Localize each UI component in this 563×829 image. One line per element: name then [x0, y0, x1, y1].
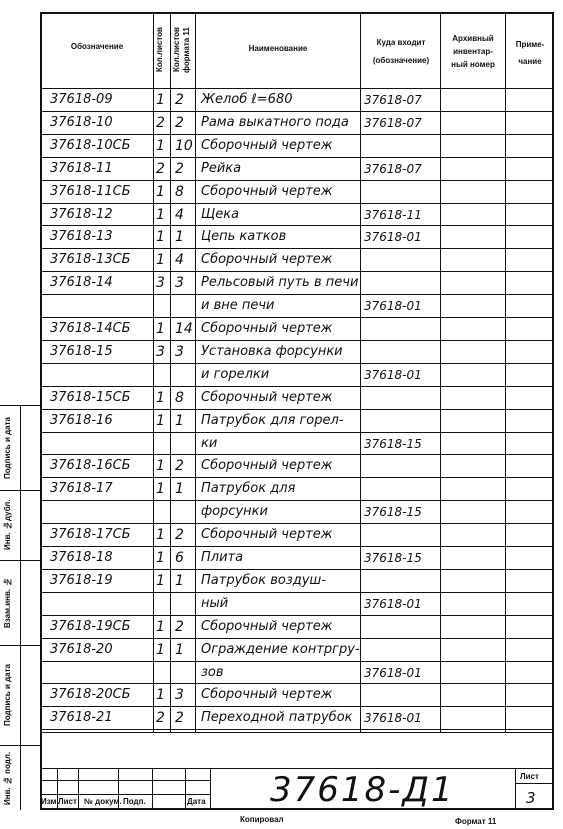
cell-format: 8: [175, 389, 184, 406]
row-divider: [40, 111, 554, 112]
footer-copied: Копировал: [240, 815, 284, 824]
row-divider: [40, 546, 554, 547]
row-divider: [40, 294, 554, 295]
cell-sheets: 1: [156, 252, 165, 269]
cell-designation: 37618-16СБ: [50, 458, 131, 474]
cell-designation: 37618-21: [50, 710, 113, 726]
header-sheets-count: Кол.листов: [155, 27, 164, 73]
cell-designation: 37618-15: [50, 343, 113, 359]
row-divider: [40, 340, 554, 341]
cell-designation: 37618-10СБ: [50, 137, 131, 153]
cell-format: 2: [175, 527, 184, 544]
cell-designation: 37618-17СБ: [50, 527, 131, 543]
cell-designation: 37618-19СБ: [50, 618, 131, 634]
header-name: Наименование: [248, 44, 308, 53]
cell-name: Сборочный чертеж: [201, 687, 333, 703]
cell-where-used: 37618-07: [364, 161, 422, 176]
cell-format: 1: [175, 641, 184, 658]
cell-designation: 37618-12: [50, 206, 113, 222]
cell-where-used: 37618-01: [364, 596, 422, 611]
cell-format: 4: [175, 206, 184, 223]
row-divider: [40, 615, 554, 616]
cell-format: 14: [175, 321, 193, 337]
cell-format: 2: [175, 114, 184, 131]
cell-name: Цепь катков: [201, 229, 287, 245]
cell-name: и вне печи: [201, 298, 275, 314]
cell-name: Желоб ℓ=680: [201, 92, 293, 107]
cell-format: 2: [175, 160, 184, 177]
cell-sheets: 1: [156, 412, 165, 429]
cell-name: Переходной патрубок: [201, 710, 353, 726]
header-archive-line1: Архивный: [452, 34, 494, 43]
tb-data: Дата: [187, 797, 206, 806]
cell-name: Рельсовый путь в печи: [201, 275, 359, 291]
cell-sheets: 2: [156, 710, 165, 727]
cell-where-used: 37618-15: [364, 436, 422, 451]
cell-sheets: 1: [156, 229, 165, 246]
cell-name: Плита: [201, 550, 244, 565]
cell-sheets: 1: [156, 641, 165, 658]
row-divider: [40, 661, 554, 662]
cell-sheets: 1: [156, 321, 165, 337]
cell-name: зов: [201, 664, 224, 680]
tb-sheet-number: 3: [526, 789, 536, 807]
cell-designation: 37618-11: [50, 160, 113, 176]
cell-designation: 37618-18: [50, 550, 113, 565]
cell-where-used: 37618-15: [364, 551, 422, 565]
tb-izm: Изм: [41, 797, 57, 806]
row-divider: [40, 157, 554, 158]
cell-where-used: 37618-01: [364, 665, 422, 680]
row-divider: [40, 134, 554, 135]
cell-sheets: 1: [156, 206, 165, 223]
row-divider: [40, 523, 554, 524]
cell-where-used: 37618-01: [364, 299, 422, 314]
header-designation: Обозначение: [70, 42, 124, 51]
cell-format: 1: [175, 412, 184, 429]
cell-name: Сборочный чертеж: [201, 618, 333, 634]
tb-sheet-label: Лист: [520, 772, 539, 781]
cell-where-used: 37618-01: [364, 230, 422, 245]
cell-sheets: 3: [156, 275, 165, 292]
cell-name: форсунки: [201, 504, 268, 520]
row-divider: [40, 203, 554, 204]
header-archive-line2: инвентар-: [453, 47, 493, 56]
row-divider: [40, 225, 554, 226]
cell-name: Сборочный чертеж: [201, 389, 333, 405]
cell-designation: 37618-20: [50, 641, 113, 657]
cell-name: Сборочный чертеж: [201, 252, 333, 268]
cell-designation: 37618-19: [50, 572, 113, 588]
header-where-used-line1: Куда входит: [376, 38, 426, 47]
tb-list: Лист: [58, 797, 77, 806]
cell-sheets: 2: [156, 114, 165, 131]
cell-name: Рейка: [201, 160, 242, 176]
cell-format: 2: [175, 92, 184, 108]
row-divider: [40, 592, 554, 593]
cell-sheets: 2: [156, 160, 165, 177]
cell-name: и горелки: [201, 366, 270, 382]
cell-format: 10: [175, 137, 193, 154]
cell-designation: 37618-20СБ: [50, 687, 131, 703]
sidebar-sign-date-1: Подпись и дата: [3, 417, 12, 479]
header-where-used: [362, 36, 440, 67]
cell-format: 2: [175, 710, 184, 727]
header-note: [506, 38, 554, 68]
cell-name: Патрубок для горел-: [201, 412, 344, 428]
cell-name: Щека: [201, 206, 240, 222]
row-divider: [40, 454, 554, 455]
cell-designation: 37618-14СБ: [50, 321, 131, 336]
cell-name: ки: [201, 435, 218, 451]
cell-designation: 37618-10: [50, 114, 113, 130]
cell-designation: 37618-16: [50, 412, 113, 428]
cell-format: 3: [175, 343, 184, 360]
tb-doc-no: № докум.: [84, 797, 122, 806]
cell-where-used: 37618-11: [364, 207, 422, 222]
cell-designation: 37618-15СБ: [50, 389, 131, 405]
cell-sheets: 1: [156, 137, 165, 154]
cell-name: Патрубок для: [201, 481, 296, 497]
row-divider: [40, 386, 554, 387]
header-archive-line3: ный номер: [451, 60, 495, 69]
row-divider: [40, 500, 554, 501]
cell-sheets: 1: [156, 527, 165, 544]
cell-sheets: 1: [156, 687, 165, 704]
cell-designation: 37618-09: [50, 92, 113, 107]
row-divider: [40, 248, 554, 249]
cell-sheets: 1: [156, 481, 165, 498]
row-divider: [40, 409, 554, 410]
cell-sheets: 1: [156, 389, 165, 406]
cell-sheets: 1: [156, 183, 165, 200]
footer-format: Формат 11: [455, 817, 497, 826]
header-sheets-format: Кол.листов формата 11: [172, 27, 191, 73]
sidebar-vzam-inv: Взам.инв. №: [3, 577, 12, 629]
sidebar-sign-date-2: Подпись и дата: [3, 664, 12, 726]
cell-name: Ограждение контргру-: [201, 641, 360, 657]
cell-sheets: 1: [156, 572, 165, 589]
cell-designation: 37618-14: [50, 275, 113, 291]
document-number: 37618-Д1: [270, 770, 455, 810]
cell-name: Сборочный чертеж: [201, 137, 333, 153]
row-divider: [40, 729, 554, 730]
cell-format: 1: [175, 481, 184, 498]
cell-sheets: 3: [156, 343, 165, 360]
cell-designation: 37618-11СБ: [50, 183, 131, 199]
row-divider: [40, 432, 554, 433]
row-divider: [40, 638, 554, 639]
cell-name: ный: [201, 595, 229, 611]
cell-where-used: 37618-01: [364, 711, 422, 726]
cell-format: 1: [175, 229, 184, 246]
cell-sheets: 1: [156, 550, 165, 566]
cell-name: Установка форсунки: [201, 343, 343, 359]
cell-format: 8: [175, 183, 184, 200]
row-divider: [40, 271, 554, 272]
sidebar-inv-dubl: Инв. №дубл.: [3, 499, 12, 551]
cell-format: 2: [175, 618, 184, 635]
cell-where-used: 37618-07: [364, 115, 422, 130]
cell-name: Сборочный чертеж: [201, 527, 333, 543]
cell-format: 4: [175, 252, 184, 269]
cell-designation: 37618-17: [50, 481, 113, 497]
cell-where-used: 37618-07: [364, 93, 422, 107]
cell-format: 3: [175, 275, 184, 292]
row-divider: [40, 569, 554, 570]
cell-where-used: 37618-15: [364, 505, 422, 520]
row-divider: [40, 180, 554, 181]
row-divider: [40, 683, 554, 684]
cell-format: 6: [175, 550, 184, 566]
cell-format: 2: [175, 458, 184, 475]
cell-name: Сборочный чертеж: [201, 458, 333, 474]
cell-sheets: 1: [156, 618, 165, 635]
sidebar-inv-podl: Инв. № подл.: [3, 751, 12, 805]
cell-name: Рама выкатного пода: [201, 114, 349, 130]
cell-where-used: 37618-01: [364, 367, 422, 382]
header-note-line1: Приме-: [515, 40, 545, 49]
row-divider: [40, 706, 554, 707]
row-divider: [40, 363, 554, 364]
cell-name: Сборочный чертеж: [201, 183, 333, 199]
tb-podp: Подп.: [123, 797, 146, 806]
row-divider: [40, 317, 554, 318]
cell-name: Сборочный чертеж: [201, 321, 333, 336]
cell-format: 3: [175, 687, 184, 704]
cell-sheets: 1: [156, 458, 165, 475]
header-note-line2: чание: [518, 57, 542, 66]
cell-designation: 37618-13СБ: [50, 252, 131, 268]
cell-format: 1: [175, 572, 184, 589]
cell-sheets: 1: [156, 92, 165, 108]
header-archive: [441, 32, 505, 71]
cell-designation: 37618-13: [50, 229, 113, 245]
row-divider: [40, 477, 554, 478]
header-where-used-line2: (обозначение): [372, 56, 430, 65]
cell-name: Патрубок воздуш-: [201, 572, 327, 588]
